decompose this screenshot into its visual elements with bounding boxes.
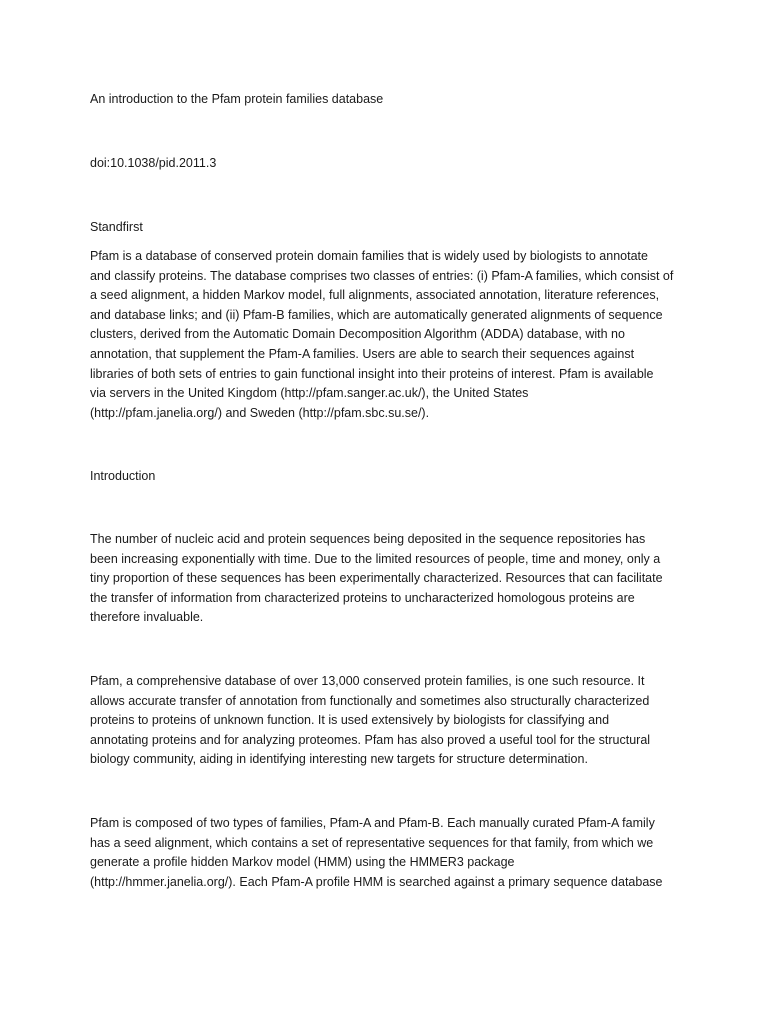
- standfirst-heading: Standfirst: [90, 220, 143, 234]
- paragraph-line: therefore invaluable.: [90, 610, 204, 625]
- standfirst-paragraph: [90, 247, 680, 423]
- paragraph-line: libraries of both sets of entries to gain functional insight into their proteins of interest. Pfam is available: [90, 366, 654, 381]
- paragraph-line: has a seed alignment, which contains a set of representative sequences for that family, from which we: [90, 835, 654, 850]
- paragraph-line: tiny proportion of these sequences has been experimentally characterized. Resources that can facilitate: [90, 571, 663, 586]
- paragraph-line: via servers in the United Kingdom (http://pfam.sanger.ac.uk/), the United States: [90, 386, 529, 401]
- paragraph-line: The number of nucleic acid and protein sequences being deposited in the sequence repositories has: [90, 532, 646, 546]
- paragraph-line: clusters, derived from the Automatic Domain Decomposition Algorithm (ADDA) database, with no: [90, 327, 625, 342]
- paragraph-line: a seed alignment, a hidden Markov model, full alignments, associated annotation, literature references,: [90, 288, 660, 303]
- paragraph-line: been increasing exponentially with time. Due to the limited resources of people, time and money, only a: [90, 551, 661, 566]
- paragraph-line: annotation, that supplement the Pfam-A families. Users are able to search their sequences against: [90, 346, 635, 361]
- paragraph-line: annotating proteins and for analyzing proteomes. Pfam has also proved a useful tool for the structural: [90, 732, 651, 747]
- paragraph-line: proteins to proteins of unknown function. It is used extensively by biologists for classifying and: [90, 713, 610, 728]
- doi-text: doi:10.1038/pid.2011.3: [90, 156, 217, 170]
- paragraph-line: biology community, aiding in identifying interesting new targets for structure determination.: [90, 752, 588, 767]
- paragraph-line: allows accurate transfer of annotation from functionally and sometimes also structurally characterized: [90, 693, 650, 708]
- paragraph-line: generate a profile hidden Markov model (HMM) using the HMMER3 package: [90, 855, 515, 870]
- paragraph-line: Pfam is a database of conserved protein domain families that is widely used by biologists to annotate: [90, 249, 648, 263]
- paragraph-line: (http://hmmer.janelia.org/). Each Pfam-A profile HMM is searched against a primary sequence database: [90, 874, 663, 889]
- paragraph-line: the transfer of information from characterized proteins to uncharacterized homologous proteins are: [90, 590, 635, 605]
- paragraph-line: Pfam is composed of two types of families, Pfam-A and Pfam-B. Each manually curated Pfam-A family: [90, 816, 655, 830]
- document-title: An introduction to the Pfam protein families database: [90, 92, 384, 106]
- paragraph-line: and database links; and (ii) Pfam-B families, which are automatically generated alignments of sequence: [90, 307, 663, 322]
- introduction-heading: Introduction: [90, 469, 156, 483]
- intro-paragraph-2: [90, 672, 680, 770]
- intro-paragraph-1: [90, 530, 680, 628]
- intro-paragraph-3: [90, 814, 680, 892]
- paragraph-line: and classify proteins. The database comprises two classes of entries: (i) Pfam-A families, which consist of: [90, 268, 674, 283]
- paragraph-line: Pfam, a comprehensive database of over 13,000 conserved protein families, is one such resource. It: [90, 674, 645, 688]
- paragraph-line: (http://pfam.janelia.org/) and Sweden (http://pfam.sbc.su.se/).: [90, 405, 430, 420]
